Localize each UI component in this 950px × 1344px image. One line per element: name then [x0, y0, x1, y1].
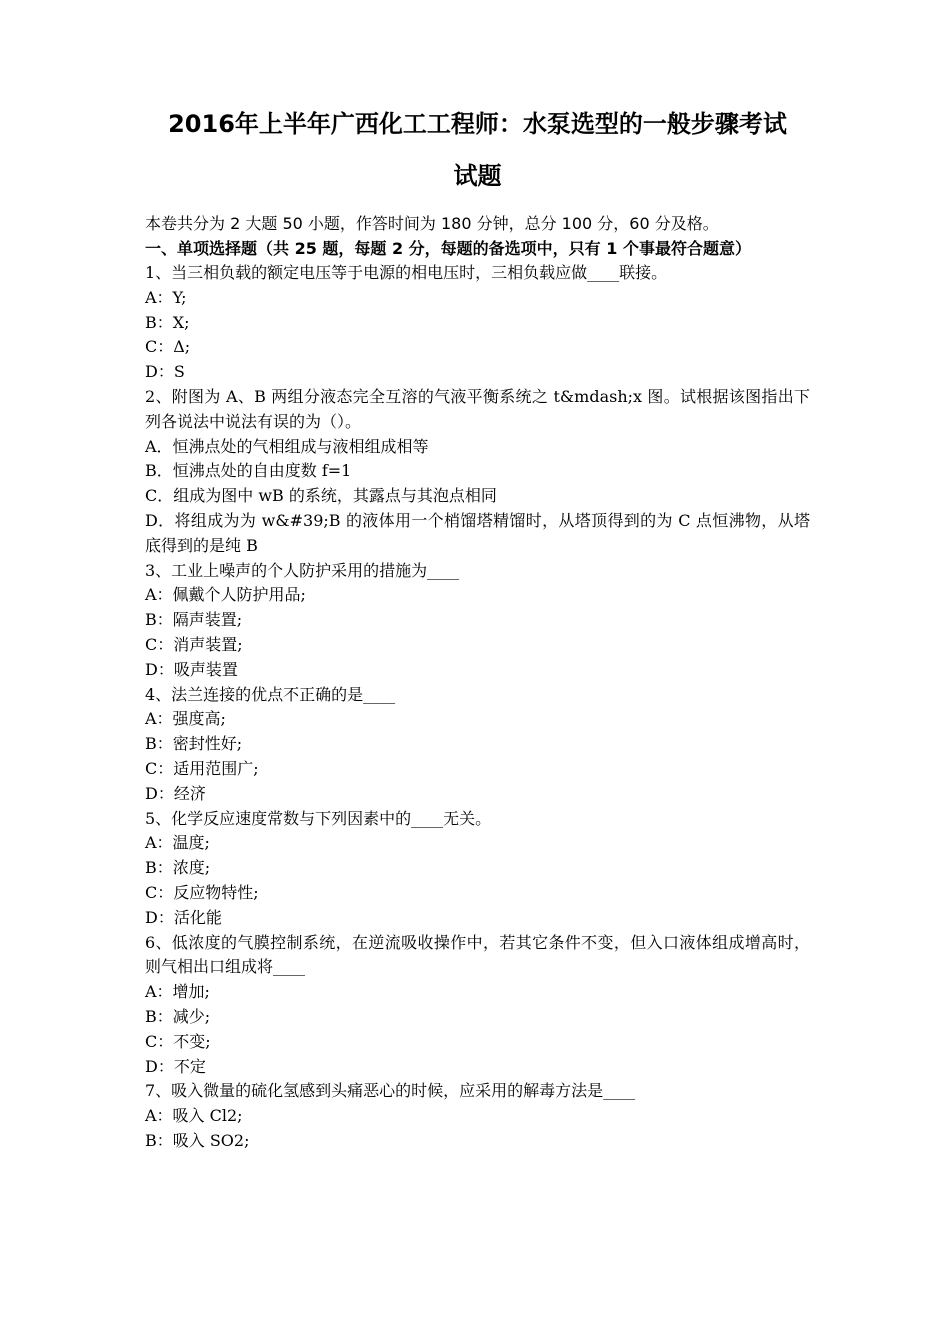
option-c: C：反应物特性; [145, 882, 259, 902]
document-title-line-1: 2016年上半年广西化工工程师：水泵选型的一般步骤考试 [168, 110, 787, 138]
option-c: C：消声装置; [145, 634, 243, 654]
question-text: 6、低浓度的气膜控制系统，在逆流吸收操作中，若其它条件不变，但入口液体组成增高时，则气相出口组成将____ [145, 932, 810, 977]
option-b: B：浓度; [145, 858, 211, 878]
option-c: C．组成为图中 wB 的系统，其露点与其泡点相同 [145, 486, 497, 506]
option-b: B：减少; [145, 1006, 211, 1026]
option-b: B：密封性好; [145, 734, 243, 754]
option-a: A：Y; [145, 287, 187, 307]
option-d: D．将组成为为 w&#39;B 的液体用一个梢馏塔精馏时，从塔顶得到的为 C 点恒沸物，从塔底得到的是纯 B [145, 510, 810, 555]
question-text: 1、当三相负载的额定电压等于电源的相电压时，三相负载应做____联接。 [145, 263, 668, 282]
option-d: D：不定 [145, 1056, 206, 1076]
option-d: D：吸声装置 [145, 659, 238, 679]
question-3 [145, 559, 810, 683]
option-b: B：吸入 SO2; [145, 1130, 250, 1150]
question-text: 3、工业上噪声的个人防护采用的措施为____ [145, 560, 460, 580]
option-c: C：不变; [145, 1031, 211, 1051]
option-a: A：增加; [145, 982, 210, 1002]
option-a: A．恒沸点处的气相组成与液相组成相等 [145, 436, 429, 456]
option-d: D：经济 [145, 783, 206, 803]
option-c: C：Δ; [145, 337, 191, 357]
option-b: B．恒沸点处的自由度数 f=1 [145, 461, 352, 481]
option-b: B：X; [145, 312, 190, 332]
exam-intro: 本卷共分为 2 大题 50 小题，作答时间为 180 分钟，总分 100 分，60 分及格。 [145, 214, 719, 233]
document-page [145, 110, 810, 1154]
option-a: A：强度高; [145, 709, 226, 729]
question-list [145, 261, 810, 1154]
option-d: D：S [145, 362, 185, 382]
question-text: 4、法兰连接的优点不正确的是____ [145, 684, 396, 704]
option-a: A：温度; [145, 833, 210, 853]
question-4 [145, 683, 810, 807]
document-title-line-2: 试题 [453, 162, 502, 190]
question-2 [145, 385, 810, 559]
option-a: A：佩戴个人防护用品; [145, 585, 306, 605]
section-heading: 一、单项选择题（共 25 题，每题 2 分，每题的备选项中，只有 1 个事最符合题意） [145, 239, 751, 258]
option-d: D：活化能 [145, 907, 222, 927]
question-text: 2、附图为 A、B 两组分液态完全互溶的气液平衡系统之 t&mdash;x 图。试根据该图指出下列各说法中说法有误的为（）。 [145, 386, 810, 431]
question-5 [145, 807, 810, 931]
question-7 [145, 1079, 810, 1153]
question-text: 7、吸入微量的硫化氢感到头痛恶心的时候，应采用的解毒方法是____ [145, 1081, 636, 1101]
option-c: C：适用范围广; [145, 758, 259, 778]
question-1 [145, 261, 810, 385]
option-b: B：隔声装置; [145, 610, 243, 630]
option-a: A：吸入 Cl2; [145, 1106, 243, 1126]
question-text: 5、化学反应速度常数与下列因素中的____无关。 [145, 808, 492, 828]
question-6 [145, 931, 810, 1080]
